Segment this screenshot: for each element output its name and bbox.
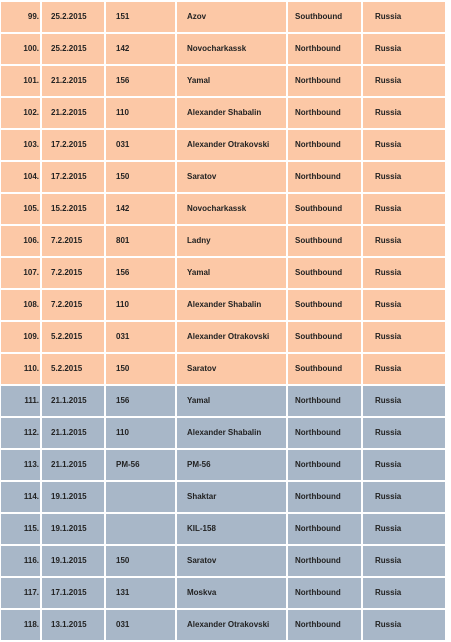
country-cell: Russia <box>363 130 445 160</box>
direction-cell: Southbound <box>288 226 361 256</box>
vessel-name-cell: Yamal <box>177 386 286 416</box>
direction-cell: Northbound <box>288 578 361 608</box>
vessel-number-cell: 151 <box>106 2 175 32</box>
table-row <box>0 610 451 640</box>
vessel-name-cell: Alexander Shabalin <box>177 290 286 320</box>
table-row <box>0 162 451 192</box>
direction-cell: Northbound <box>288 482 361 512</box>
table-row <box>0 194 451 224</box>
country-cell: Russia <box>363 610 445 640</box>
direction-cell: Northbound <box>288 130 361 160</box>
vessel-name-cell: Yamal <box>177 66 286 96</box>
date-cell: 25.2.2015 <box>42 34 104 64</box>
vessel-name-cell: Azov <box>177 2 286 32</box>
country-cell: Russia <box>363 322 445 352</box>
country-cell: Russia <box>363 194 445 224</box>
direction-cell: Southbound <box>288 194 361 224</box>
table-row <box>0 514 451 544</box>
vessel-number-cell <box>106 482 175 512</box>
country-cell: Russia <box>363 578 445 608</box>
table-row <box>0 386 451 416</box>
date-cell: 7.2.2015 <box>42 226 104 256</box>
vessel-name-cell: Saratov <box>177 354 286 384</box>
row-number: 109. <box>1 322 40 352</box>
direction-cell: Northbound <box>288 450 361 480</box>
vessel-number-cell: 110 <box>106 418 175 448</box>
direction-cell: Northbound <box>288 418 361 448</box>
row-number: 103. <box>1 130 40 160</box>
vessel-number-cell <box>106 514 175 544</box>
direction-cell: Northbound <box>288 98 361 128</box>
country-cell: Russia <box>363 418 445 448</box>
date-cell: 21.1.2015 <box>42 386 104 416</box>
table-row <box>0 290 451 320</box>
vessel-number-cell: 031 <box>106 322 175 352</box>
date-cell: 19.1.2015 <box>42 514 104 544</box>
country-cell: Russia <box>363 482 445 512</box>
vessel-name-cell: Ladny <box>177 226 286 256</box>
date-cell: 7.2.2015 <box>42 290 104 320</box>
direction-cell: Northbound <box>288 514 361 544</box>
vessel-name-cell: Moskva <box>177 578 286 608</box>
table-row <box>0 578 451 608</box>
direction-cell: Southbound <box>288 290 361 320</box>
country-cell: Russia <box>363 450 445 480</box>
vessel-name-cell: PM-56 <box>177 450 286 480</box>
vessel-name-cell: Novocharkassk <box>177 194 286 224</box>
vessel-name-cell: Alexander Shabalin <box>177 98 286 128</box>
vessel-name-cell: Shaktar <box>177 482 286 512</box>
row-number: 105. <box>1 194 40 224</box>
vessel-number-cell: 150 <box>106 546 175 576</box>
date-cell: 21.2.2015 <box>42 66 104 96</box>
table-row <box>0 2 451 32</box>
date-cell: 5.2.2015 <box>42 354 104 384</box>
country-cell: Russia <box>363 514 445 544</box>
vessel-number-cell: 031 <box>106 610 175 640</box>
date-cell: 25.2.2015 <box>42 2 104 32</box>
row-number: 117. <box>1 578 40 608</box>
vessel-name-cell: Alexander Otrakovski <box>177 130 286 160</box>
direction-cell: Northbound <box>288 66 361 96</box>
direction-cell: Northbound <box>288 386 361 416</box>
country-cell: Russia <box>363 2 445 32</box>
table-row <box>0 322 451 352</box>
country-cell: Russia <box>363 226 445 256</box>
row-number: 100. <box>1 34 40 64</box>
vessel-name-cell: Saratov <box>177 162 286 192</box>
table-row <box>0 66 451 96</box>
table-row <box>0 354 451 384</box>
date-cell: 19.1.2015 <box>42 482 104 512</box>
row-number: 106. <box>1 226 40 256</box>
date-cell: 17.2.2015 <box>42 130 104 160</box>
date-cell: 13.1.2015 <box>42 610 104 640</box>
date-cell: 21.2.2015 <box>42 98 104 128</box>
country-cell: Russia <box>363 34 445 64</box>
date-cell: 21.1.2015 <box>42 418 104 448</box>
country-cell: Russia <box>363 98 445 128</box>
table-row <box>0 482 451 512</box>
vessel-number-cell: 031 <box>106 130 175 160</box>
direction-cell: Southbound <box>288 322 361 352</box>
country-cell: Russia <box>363 386 445 416</box>
table-row <box>0 450 451 480</box>
table-row <box>0 226 451 256</box>
row-number: 118. <box>1 610 40 640</box>
row-number: 101. <box>1 66 40 96</box>
vessel-name-cell: Alexander Shabalin <box>177 418 286 448</box>
date-cell: 21.1.2015 <box>42 450 104 480</box>
vessel-number-cell: 156 <box>106 258 175 288</box>
vessel-number-cell: 110 <box>106 290 175 320</box>
direction-cell: Northbound <box>288 546 361 576</box>
country-cell: Russia <box>363 258 445 288</box>
row-number: 99. <box>1 2 40 32</box>
vessel-number-cell: 110 <box>106 98 175 128</box>
vessel-name-cell: Alexander Otrakovski <box>177 322 286 352</box>
table-row <box>0 418 451 448</box>
direction-cell: Southbound <box>288 2 361 32</box>
country-cell: Russia <box>363 66 445 96</box>
row-number: 107. <box>1 258 40 288</box>
vessel-number-cell: 156 <box>106 386 175 416</box>
vessel-number-cell: 156 <box>106 66 175 96</box>
vessel-name-cell: Alexander Otrakovski <box>177 610 286 640</box>
country-cell: Russia <box>363 354 445 384</box>
row-number: 108. <box>1 290 40 320</box>
vessel-name-cell: Novocharkassk <box>177 34 286 64</box>
row-number: 112. <box>1 418 40 448</box>
direction-cell: Southbound <box>288 258 361 288</box>
row-number: 116. <box>1 546 40 576</box>
vessel-number-cell: 142 <box>106 34 175 64</box>
row-number: 113. <box>1 450 40 480</box>
row-number: 110. <box>1 354 40 384</box>
table-row <box>0 258 451 288</box>
vessel-name-cell: Saratov <box>177 546 286 576</box>
country-cell: Russia <box>363 162 445 192</box>
vessel-name-cell: Yamal <box>177 258 286 288</box>
table-row <box>0 98 451 128</box>
direction-cell: Northbound <box>288 162 361 192</box>
vessel-number-cell: 801 <box>106 226 175 256</box>
row-number: 104. <box>1 162 40 192</box>
date-cell: 19.1.2015 <box>42 546 104 576</box>
direction-cell: Northbound <box>288 34 361 64</box>
vessel-name-cell: KIL-158 <box>177 514 286 544</box>
vessel-number-cell: PM-56 <box>106 450 175 480</box>
row-number: 102. <box>1 98 40 128</box>
direction-cell: Southbound <box>288 354 361 384</box>
date-cell: 15.2.2015 <box>42 194 104 224</box>
vessel-number-cell: 150 <box>106 162 175 192</box>
date-cell: 5.2.2015 <box>42 322 104 352</box>
date-cell: 17.2.2015 <box>42 162 104 192</box>
vessel-number-cell: 131 <box>106 578 175 608</box>
row-number: 114. <box>1 482 40 512</box>
date-cell: 7.2.2015 <box>42 258 104 288</box>
vessel-number-cell: 150 <box>106 354 175 384</box>
direction-cell: Northbound <box>288 610 361 640</box>
date-cell: 17.1.2015 <box>42 578 104 608</box>
table-row <box>0 130 451 160</box>
row-number: 115. <box>1 514 40 544</box>
country-cell: Russia <box>363 290 445 320</box>
table-row <box>0 546 451 576</box>
table-row <box>0 34 451 64</box>
vessel-number-cell: 142 <box>106 194 175 224</box>
country-cell: Russia <box>363 546 445 576</box>
row-number: 111. <box>1 386 40 416</box>
